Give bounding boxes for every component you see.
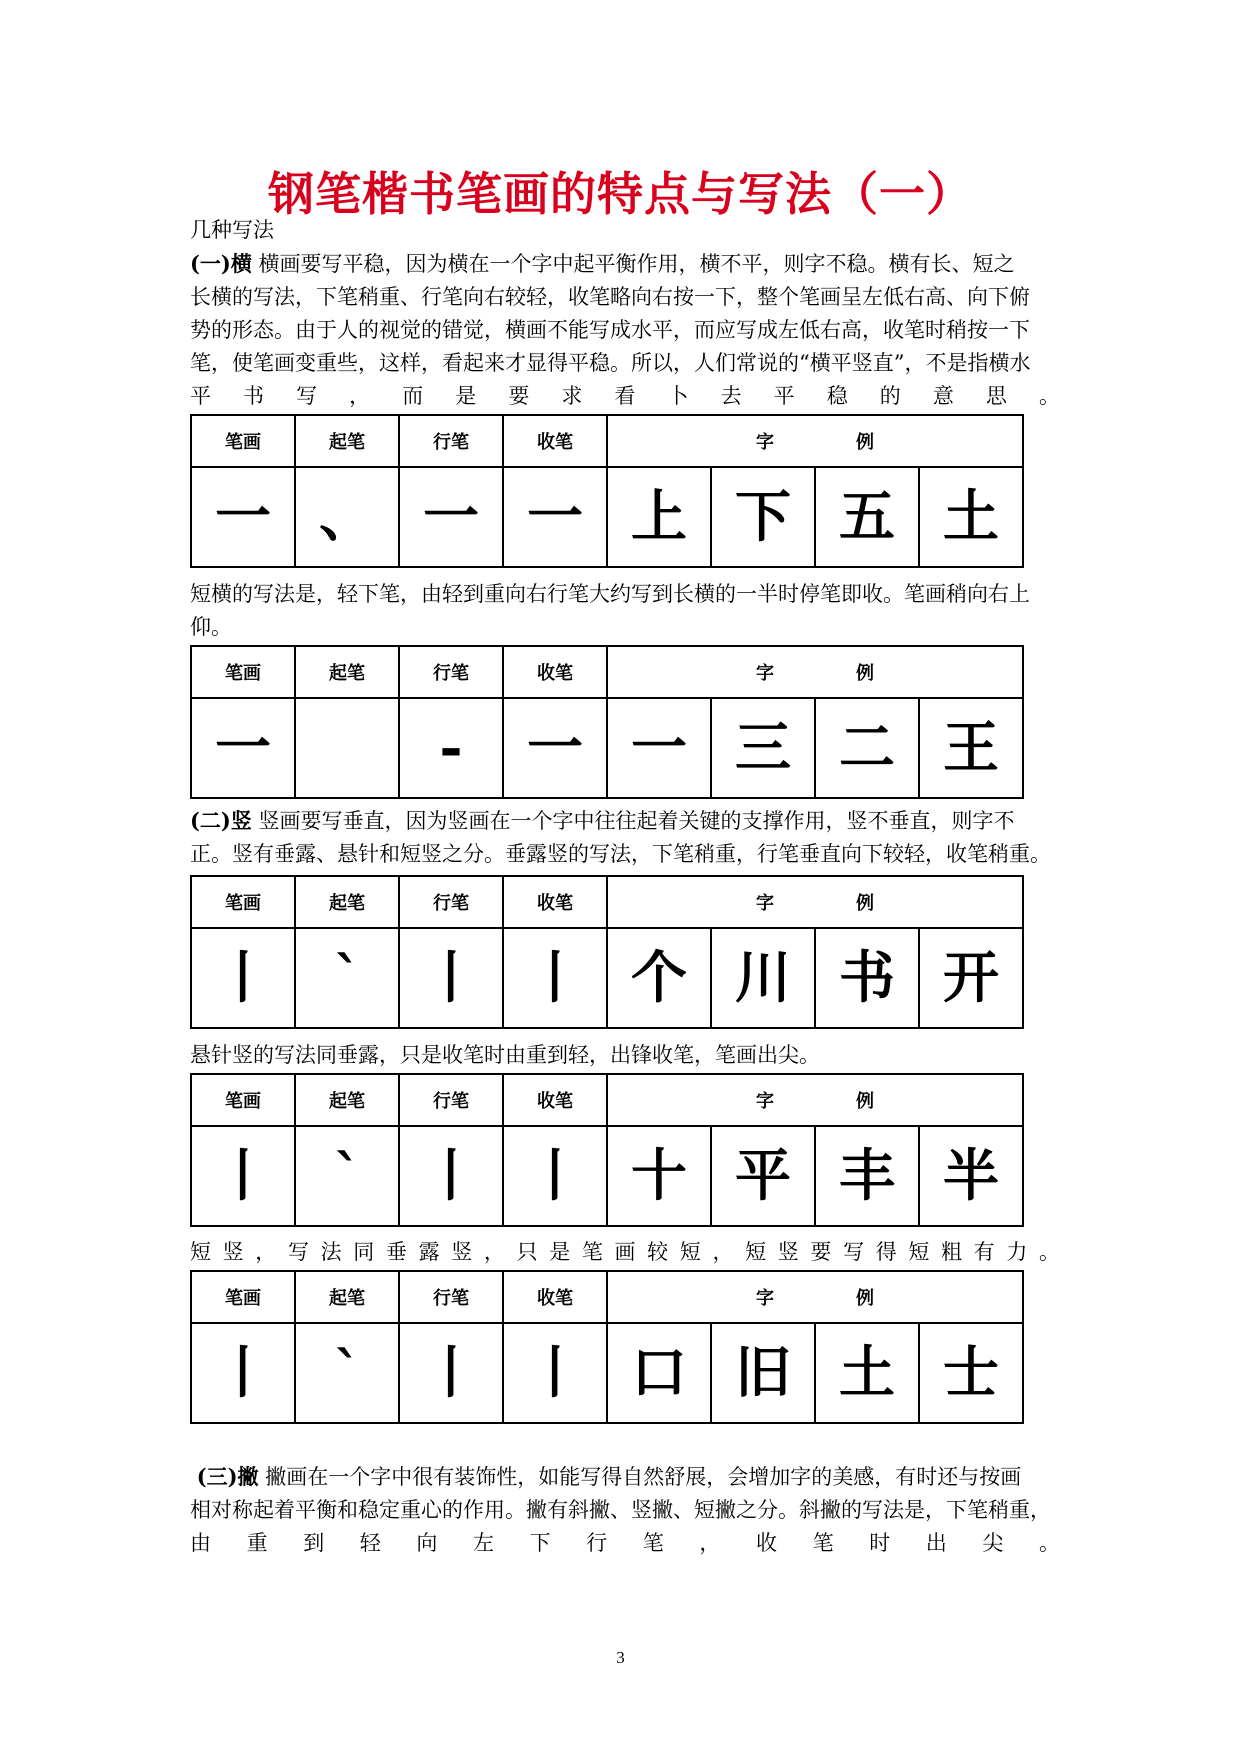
header-start: 起笔 — [295, 876, 399, 928]
example-char: 三 — [711, 698, 815, 798]
section-shu — [190, 804, 1060, 871]
start-cell — [295, 698, 399, 798]
stroke-cell: 丨 — [191, 1323, 295, 1423]
intro-text: 几种写法 — [190, 218, 274, 242]
example-char: 口 — [607, 1323, 711, 1423]
section-heng — [190, 214, 1060, 413]
header-end: 收笔 — [503, 646, 607, 698]
example-char: 半 — [919, 1126, 1023, 1226]
example-char: 士 — [919, 1323, 1023, 1423]
header-move: 行笔 — [399, 1074, 503, 1126]
end-cell: 一 — [503, 467, 607, 567]
example-char: 土 — [919, 467, 1023, 567]
header-stroke: 笔画 — [191, 876, 295, 928]
page-number: 3 — [616, 1648, 625, 1667]
stroke-table-1 — [190, 414, 1024, 568]
header-example: 字 例 — [607, 415, 1023, 467]
move-cell: - — [399, 698, 503, 798]
header-stroke: 笔画 — [191, 415, 295, 467]
move-cell: 丨 — [399, 928, 503, 1028]
heng-line-1: (一)横 横画要写平稳，因为横在一个字中起平衡作用，横不平，则字不稳。横有长、短之 — [190, 251, 1015, 276]
shu-line-2: 正。竖有垂露、悬针和短竖之分。垂露竖的写法，下笔稍重，行笔垂直向下较轻，收笔稍重。 — [190, 842, 1051, 866]
xuanzhen-text: 悬针竖的写法同垂露，只是收笔时由重到轻，出锋收笔，笔画出尖。 — [190, 1043, 820, 1067]
section-pie — [190, 1460, 1060, 1560]
pie-line-2: 相对称起着平衡和稳定重心的作用。撇有斜撇、竖撇、短撇之分。斜撇的写法是，下笔稍重， — [190, 1498, 1051, 1522]
example-char: 五 — [815, 467, 919, 567]
example-char: 开 — [919, 928, 1023, 1028]
end-cell: 一 — [503, 698, 607, 798]
pie-label: (三)撇 — [196, 1464, 259, 1489]
header-end: 收笔 — [503, 876, 607, 928]
end-cell: 丨 — [503, 1126, 607, 1226]
header-example: 字 例 — [607, 1271, 1023, 1323]
example-char: 书 — [815, 928, 919, 1028]
stroke-table-5 — [190, 1270, 1024, 1424]
header-move: 行笔 — [399, 1271, 503, 1323]
header-start: 起笔 — [295, 646, 399, 698]
heng-line-5: 平 书 写 ， 而 是 要 求 看 卜 去 平 稳 的 意 思 。 — [190, 384, 1060, 408]
stroke-cell: 丨 — [191, 928, 295, 1028]
move-cell: 丨 — [399, 1126, 503, 1226]
duanshu-text: 短 竖 ， 写 法 同 垂 露 竖 ， 只 是 笔 画 较 短 ， 短 竖 要 写 得 短 粗 有 力 。 — [190, 1240, 1060, 1264]
header-example: 字 例 — [607, 1074, 1023, 1126]
shu-label: (二)竖 — [190, 808, 252, 833]
example-char: 丰 — [815, 1126, 919, 1226]
header-end: 收笔 — [503, 1074, 607, 1126]
pie-line-3: 由 重 到 轻 向 左 下 行 笔 ， 收 笔 时 出 尖 。 — [190, 1531, 1060, 1555]
example-char: 二 — [815, 698, 919, 798]
example-char: 土 — [815, 1323, 919, 1423]
header-example: 字 例 — [607, 876, 1023, 928]
stroke-cell: 丨 — [191, 1126, 295, 1226]
start-cell: 、 — [295, 467, 399, 567]
example-char: 川 — [711, 928, 815, 1028]
header-end: 收笔 — [503, 415, 607, 467]
stroke-table-3 — [190, 875, 1024, 1029]
example-char: 下 — [711, 467, 815, 567]
header-start: 起笔 — [295, 1074, 399, 1126]
header-move: 行笔 — [399, 415, 503, 467]
example-char: 上 — [607, 467, 711, 567]
stroke-cell: 一 — [191, 467, 295, 567]
example-char: 旧 — [711, 1323, 815, 1423]
example-char: 个 — [607, 928, 711, 1028]
header-move: 行笔 — [399, 876, 503, 928]
heng-line-2: 长横的写法，下笔稍重、行笔向右较轻，收笔略向右按一下，整个笔画呈左低右高、向下俯 — [190, 285, 1030, 309]
end-cell: 丨 — [503, 1323, 607, 1423]
heng-line-4: 笔，使笔画变重些，这样，看起来才显得平稳。所以，人们常说的“横平竖直”，不是指横水 — [190, 351, 1031, 375]
header-example: 字 例 — [607, 646, 1023, 698]
move-cell: 丨 — [399, 1323, 503, 1423]
shu-line-1: (二)竖 竖画要写垂直，因为竖画在一个字中往往起着关键的支撑作用，竖不垂直，则字不 — [190, 808, 1015, 833]
short-heng-text: 短横的写法是，轻下笔，由轻到重向右行笔大约写到长横的一半时停笔即收。笔画稍向右上仰。 — [190, 582, 1030, 639]
header-start: 起笔 — [295, 1271, 399, 1323]
stroke-table-2 — [190, 645, 1024, 799]
example-char: 王 — [919, 698, 1023, 798]
start-cell: ` — [295, 1126, 399, 1226]
example-char: 十 — [607, 1126, 711, 1226]
start-cell: ` — [295, 928, 399, 1028]
end-cell: 丨 — [503, 928, 607, 1028]
header-move: 行笔 — [399, 646, 503, 698]
stroke-cell: 一 — [191, 698, 295, 798]
header-stroke: 笔画 — [191, 646, 295, 698]
move-cell: 一 — [399, 467, 503, 567]
heng-label: (一)横 — [190, 251, 252, 276]
page-title: 钢笔楷书笔画的特点与写法（一） — [268, 167, 973, 221]
heng-line-3: 势的形态。由于人的视觉的错觉，横画不能写成水平，而应写成左低右高，收笔时稍按一下 — [190, 318, 1030, 342]
stroke-table-4 — [190, 1073, 1024, 1227]
start-cell: ` — [295, 1323, 399, 1423]
example-char: 平 — [711, 1126, 815, 1226]
header-stroke: 笔画 — [191, 1074, 295, 1126]
header-stroke: 笔画 — [191, 1271, 295, 1323]
example-char: 一 — [607, 698, 711, 798]
header-start: 起笔 — [295, 415, 399, 467]
pie-line-1: (三)撇 撇画在一个字中很有装饰性，如能写得自然舒展，会增加字的美感，有时还与按画 — [196, 1464, 1022, 1489]
header-end: 收笔 — [503, 1271, 607, 1323]
